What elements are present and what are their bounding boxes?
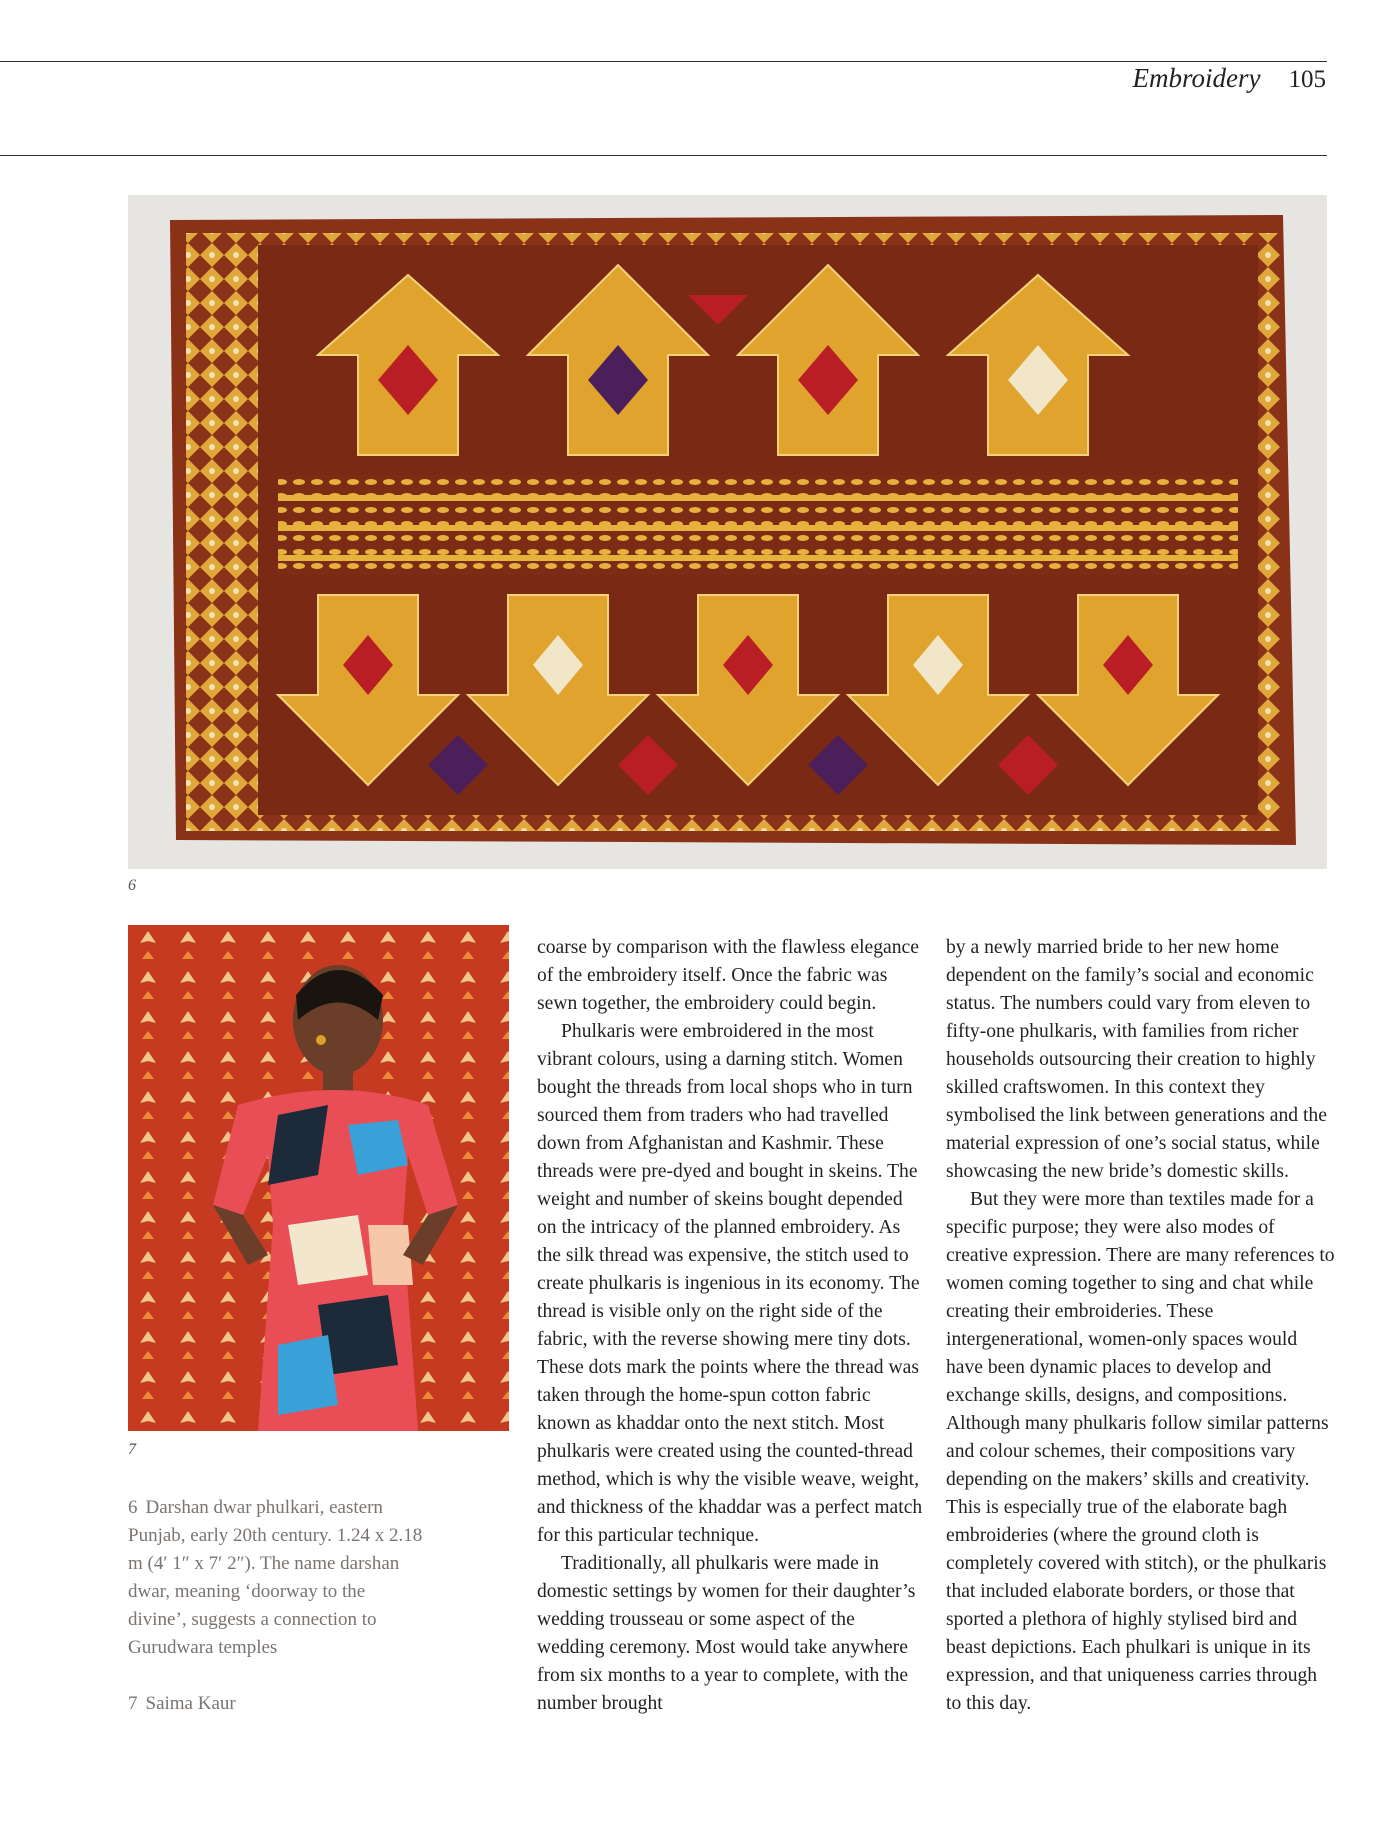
header-rule xyxy=(0,155,1327,156)
body-column-2 xyxy=(946,934,1336,1718)
caption-6-number: 6 xyxy=(128,1497,138,1518)
body-column-1 xyxy=(537,934,927,1718)
paragraph: by a newly married bride to her new home dependent on the family’s social and economic status. The numbers could vary from eleven to fifty-one phulkaris, with families from richer households outsourcing their creation to highly skilled craftswomen. In this context they symbolised the link between generations and the material expression of one’s social status, while showcasing the new bride’s domestic skills. xyxy=(946,937,1327,1182)
caption-6 xyxy=(128,1494,428,1662)
figure-6-number: 6 xyxy=(128,877,136,894)
portrait-art xyxy=(128,925,509,1431)
caption-6-text: Darshan dwar phulkari, eastern Punjab, early 20th century. 1.24 x 2.18 m (4′ 1″ x 7′ 2″). The name darshan dwar, meaning ‘doorway to the divine’, suggests a connection to Gurudwara temples xyxy=(128,1497,423,1658)
running-head xyxy=(1133,63,1326,103)
caption-7 xyxy=(128,1690,428,1718)
paragraph: But they were more than textiles made for a specific purpose; they were also modes of creative expression. There are many references to women coming together to sing and chat while creating their embroideries. These intergenerational, women-only spaces would have been dynamic places to develop and exchange skills, designs, and compositions. Although many phulkaris follow similar patterns and colour schemes, their compositions vary depending on the makers’ skills and creativity. This is especially true of the elaborate bagh embroideries (where the ground cloth is completely covered with stitch), or the phulkaris that included elaborate borders, or those that sported a plethora of highly stylised bird and beast depictions. Each phulkari is unique in its expression, and that uniqueness carries through to this day. xyxy=(946,1189,1335,1714)
caption-7-text: Saima Kaur xyxy=(145,1693,236,1714)
figure-7-number: 7 xyxy=(128,1441,136,1458)
figure-captions xyxy=(128,1494,428,1718)
caption-7-number: 7 xyxy=(128,1693,138,1714)
paragraph: Traditionally, all phulkaris were made in domestic settings by women for their daughter’s wedding trousseau or some aspect of the wedding ceremony. Most would take anywhere from six months to a year to complete, with the number brought xyxy=(537,1553,916,1714)
top-rule xyxy=(0,61,1327,62)
paragraph: coarse by comparison with the flawless elegance of the embroidery itself. Once the fabric was sewn together, the embroidery could begin. xyxy=(537,937,919,1014)
phulkari-textile-art xyxy=(128,195,1327,869)
phulkari-textile-image xyxy=(128,195,1327,869)
page-number: 105 xyxy=(1288,66,1326,93)
portrait-photo-image xyxy=(128,925,509,1431)
paragraph: Phulkaris were embroidered in the most vibrant colours, using a darning stitch. Women bought the threads from local shops who in turn sourced them from traders who had travelled down from Afghanistan and Kashmir. These threads were pre-dyed and bought in skeins. The weight and number of skeins bought depended on the intricacy of the planned embroidery. As the silk thread was expensive, the stitch used to create phulkaris is ingenious in its economy. The thread is visible only on the right side of the fabric, with the reverse showing mere tiny dots. These dots mark the points where the thread was taken through the home-spun cotton fabric known as khaddar onto the next stitch. Most phulkaris were created using the counted-thread method, which is why the visible weave, weight, and thickness of the khaddar was a perfect match for this particular technique. xyxy=(537,1021,923,1546)
section-title: Embroidery xyxy=(1132,63,1261,93)
